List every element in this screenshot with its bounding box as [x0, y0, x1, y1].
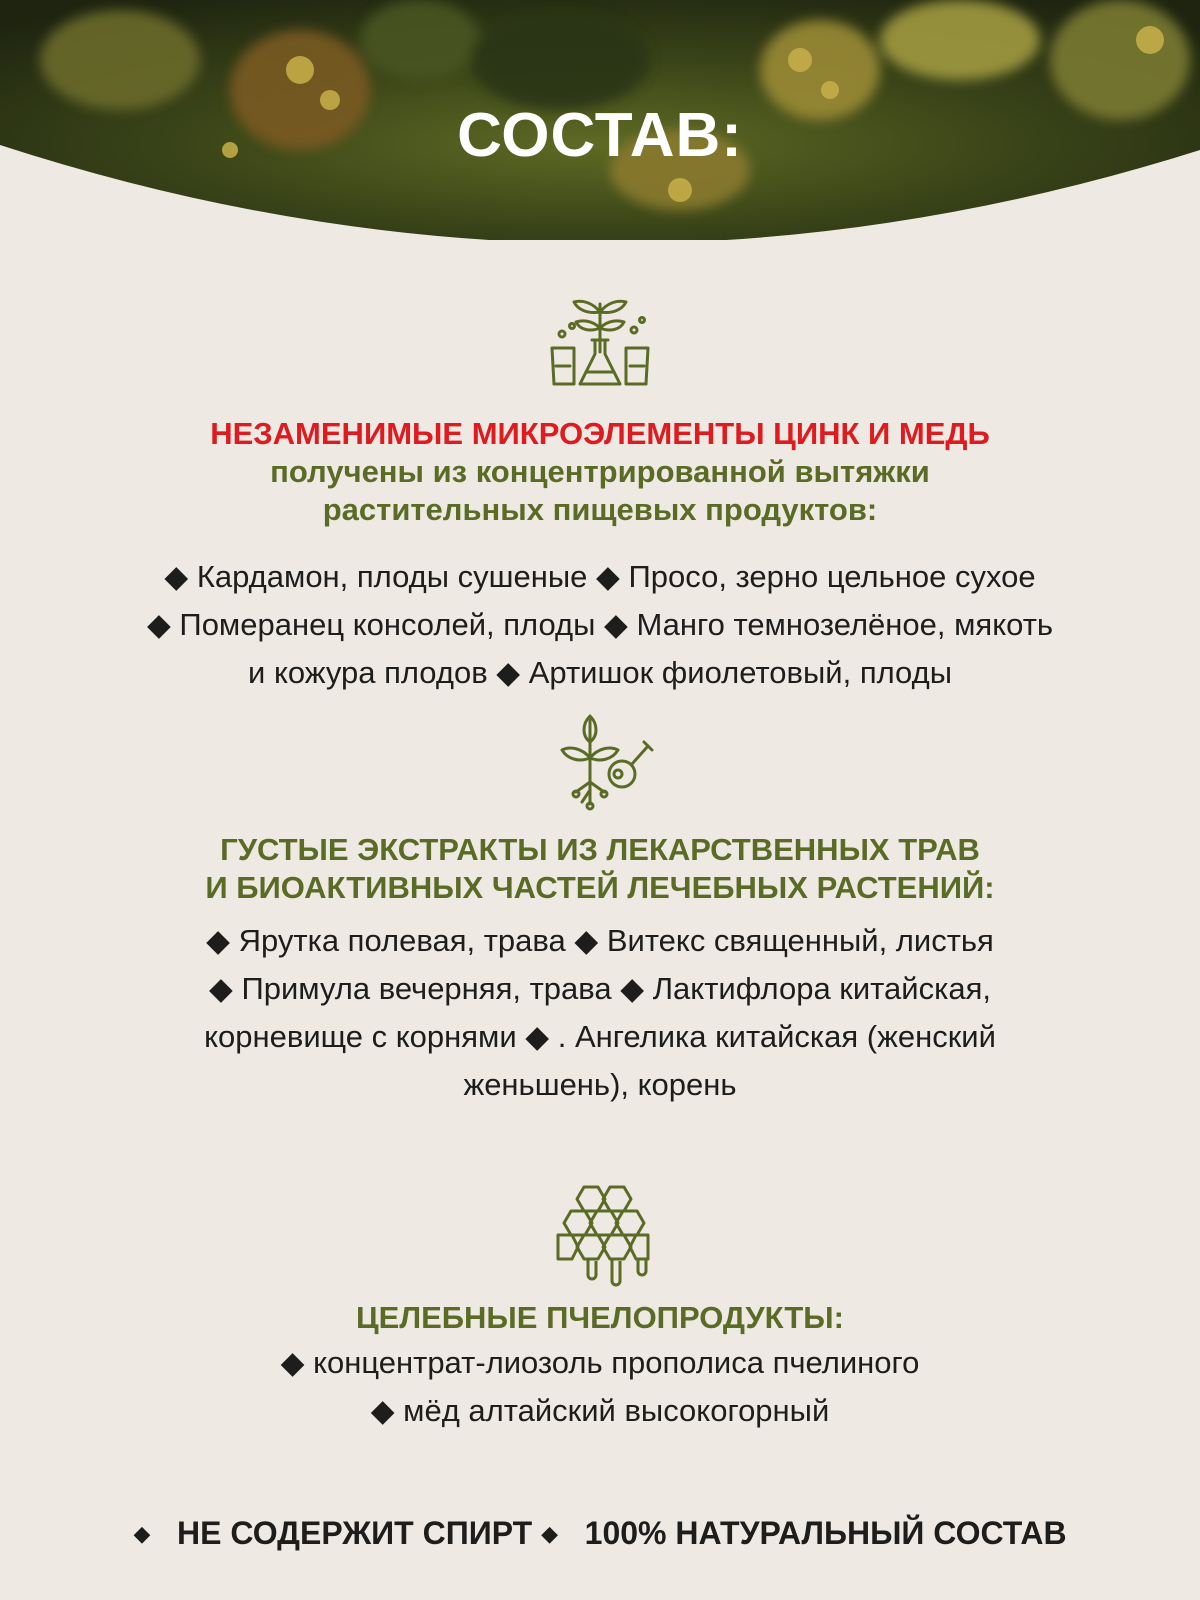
plant-magnifier-icon	[556, 712, 656, 817]
ingredient-line: ◆ Примула вечерняя, трава ◆ Лактифлора китайская,	[209, 971, 991, 1006]
section2-title-line: И БИОАКТИВНЫХ ЧАСТЕЙ ЛЕЧЕБНЫХ РАСТЕНИЙ:	[205, 870, 995, 905]
footer-claims	[0, 1515, 1200, 1552]
bullet-icon: ◆	[133, 1521, 151, 1546]
ingredient-line: ◆ концентрат-лиозоль прополиса пчелиного	[280, 1345, 920, 1380]
ingredient-line: женьшень), корень	[463, 1067, 737, 1102]
section1-title: НЕЗАМЕНИМЫЕ МИКРОЭЛЕМЕНТЫ ЦИНК И МЕДЬ	[210, 416, 990, 451]
natural-claim: 100% НАТУРАЛЬНЫЙ СОСТАВ	[584, 1515, 1067, 1551]
ingredient-line: ◆ Кардамон, плоды сушеные ◆ Просо, зерно цельное сухое	[164, 559, 1036, 594]
section3-ingredients	[0, 1339, 1200, 1435]
plant-lab-flask-icon	[548, 290, 652, 395]
section2-heading	[0, 831, 1200, 907]
ingredient-line: ◆ мёд алтайский высокогорный	[370, 1393, 830, 1428]
ingredient-line: корневище с корнями ◆ . Ангелика китайская (женский	[204, 1019, 996, 1054]
section1-ingredients	[0, 553, 1200, 697]
section3-heading	[0, 1299, 1200, 1337]
page-title: СОСТАВ:	[457, 101, 743, 170]
no-alcohol-claim: НЕ СОДЕРЖИТ СПИРТ	[177, 1515, 533, 1551]
bullet-icon: ◆	[541, 1521, 558, 1546]
section2-ingredients	[0, 917, 1200, 1109]
section3-title: ЦЕЛЕБНЫЕ ПЧЕЛОПРОДУКТЫ:	[356, 1300, 844, 1335]
ingredient-line: ◆ Ярутка полевая, трава ◆ Витекс священный, листья	[206, 923, 994, 958]
ingredient-line: и кожура плодов ◆ Артишок фиолетовый, плоды	[248, 655, 952, 690]
section1-subtitle-line: растительных пищевых продуктов:	[322, 492, 878, 527]
section1-heading	[0, 415, 1200, 529]
section2-title-line: ГУСТЫЕ ЭКСТРАКТЫ ИЗ ЛЕКАРСТВЕННЫХ ТРАВ	[220, 832, 980, 867]
honeycomb-icon	[554, 1183, 654, 1292]
section1-subtitle-line: получены из концентрированной вытяжки	[270, 454, 930, 489]
header-banner	[0, 0, 1200, 240]
ingredient-line: ◆ Померанец консолей, плоды ◆ Манго темнозелёное, мякоть	[146, 607, 1054, 642]
